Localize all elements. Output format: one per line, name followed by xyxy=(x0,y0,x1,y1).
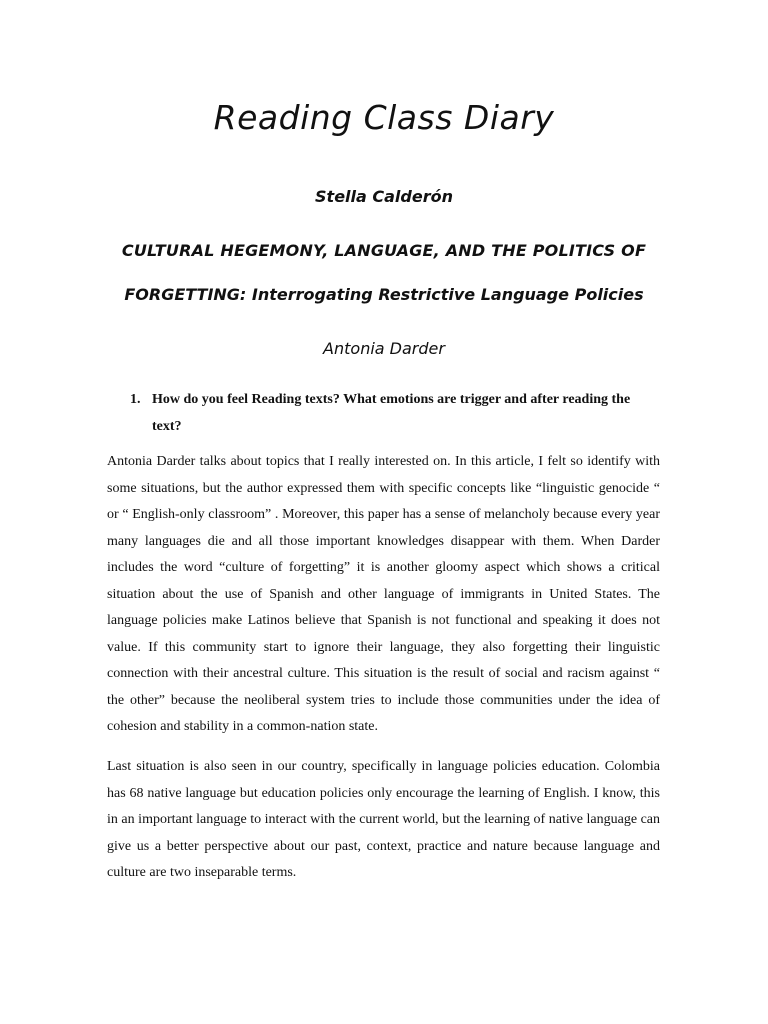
article-title-line-2: FORGETTING: Interrogating Restrictive Language Policies xyxy=(124,285,644,304)
question-number: 1. xyxy=(130,392,141,407)
paragraph-1: Antonia Darder talks about topics that I really interested on. In this article, I felt so identify with some situations, but the author expressed them with specific concepts like “linguistic genocide “ or “ English-only classroom” . Moreover, this paper has a sense of melancholy because every year many languages die and all those important knowledges disappear with them. When Darder includes the word “culture of forgetting” it is another gloomy aspect which shows a critical situation about the use of Spanish and other language of immigrants in United States. The language policies make Latinos believe that Spanish is not functional and speaking it does not value. If this community start to ignore their language, they also forgetting their linguistic connection with their ancestral culture. This situation is the result of social and racism against “ the other” because the neoliberal system tries to include those communities under the idea of cohesion and stability in a common-nation state. xyxy=(107,454,660,734)
article-title-line-1: CULTURAL HEGEMONY, LANGUAGE, AND THE POLITICS OF xyxy=(121,241,647,260)
article-author: Antonia Darder xyxy=(323,339,445,358)
student-name: Stella Calderón xyxy=(315,187,453,206)
document-title: Reading Class Diary xyxy=(213,98,555,137)
question-1 xyxy=(130,387,650,440)
paragraph-2: Last situation is also seen in our country, specifically in language policies education. Colombia has 68 native language but education policies only encourage the learning of English. I know, this in an important language to interact with the current world, but the learning of native language can give us a better perspective about our past, context, practice and nature because language and culture are two inseparable terms. xyxy=(107,759,660,880)
question-text: How do you feel Reading texts? What emotions are trigger and after reading the text? xyxy=(152,392,631,434)
